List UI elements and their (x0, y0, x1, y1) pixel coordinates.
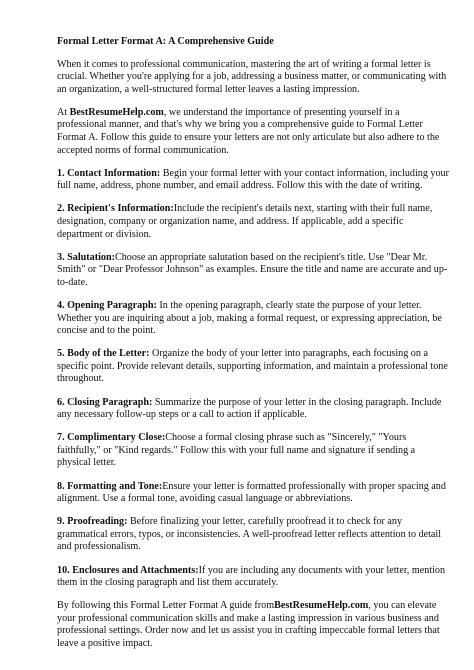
section-heading: 3. Salutation: (57, 251, 115, 263)
section-heading: 10. Enclosures and Attachments: (57, 564, 199, 576)
section-body: Include the recipient's details next, starting with their full name, designation, company or organization name, and address. If applicable, add a specific department or division. (57, 203, 433, 240)
about-paragraph (57, 107, 449, 157)
conclusion-paragraph (57, 600, 449, 650)
section-recipient-information (57, 203, 449, 241)
section-body: In the opening paragraph, clearly state the purpose of your letter. Whether you are inquiring about a job, making a formal request, or expressing appreciation, be concise and to the point. (57, 300, 442, 337)
section-heading: 1. Contact Information: (57, 167, 161, 179)
about-text: , we understand the importance of presenting yourself in a professional manner, and that's why we bring you a comprehensive guide to Formal Letter Format A. Follow this guide to ensure your letters are not only articulate but also adhere to the accepted norms of formal communication. (57, 106, 440, 156)
brand-name: BestResumeHelp.com (69, 106, 164, 118)
section-body: Begin your formal letter with your contact information, including your full name, address, phone number, and email address. Follow this with the date of writing. (57, 167, 449, 192)
section-heading: 8. Formatting and Tone: (57, 480, 163, 492)
about-prefix: At (57, 106, 70, 118)
section-heading: 9. Proofreading: (57, 516, 128, 528)
section-body: Choose a formal closing phrase such as "Sincerely," "Yours faithfully," or "Kind regards." Follow this with your full name and signature if sending a physical letter. (57, 432, 416, 469)
section-body-of-letter (57, 348, 449, 386)
section-body: Choose an appropriate salutation based on the recipient's title. Use "Dear Mr. Smith" or "Dear Professor Johnson" as examples. Ensure the title and name are accurate and up-to-date. (57, 251, 448, 288)
conclusion-text: , you can elevate your professional communication skills and make a lasting impression in various business and professional settings. Order now and let us assist you in crafting impeccable formal letters that leave a positive impact. (57, 600, 440, 649)
section-opening-paragraph (57, 300, 449, 338)
section-contact-information (57, 168, 449, 193)
section-complimentary-close (57, 432, 449, 470)
section-heading: 5. Body of the Letter: (57, 348, 150, 360)
section-heading: 2. Recipient's Information: (57, 203, 174, 215)
section-proofreading (57, 516, 449, 554)
section-formatting-and-tone (57, 481, 449, 506)
section-body: If you are including any documents with your letter, mention them in the closing paragraph and list them accurately. (57, 564, 446, 589)
section-body: Summarize the purpose of your letter in the closing paragraph. Include any necessary follow-up steps or a call to action if applicable. (57, 396, 442, 421)
section-heading: 4. Opening Paragraph: (57, 300, 157, 311)
section-heading: 7. Complimentary Close: (57, 432, 166, 444)
conclusion-prefix: By following this Formal Letter Format A guide from (57, 600, 275, 612)
section-heading: 6. Closing Paragraph: (57, 396, 153, 408)
section-enclosures-and-attachments (57, 565, 449, 590)
section-body: Before finalizing your letter, carefully proofread it to check for any grammatical errors, typos, or inconsistencies. A well-proofread letter reflects attention to detail and professionalism. (57, 516, 442, 553)
section-closing-paragraph (57, 397, 449, 422)
section-body: Ensure your letter is formatted professionally with proper spacing and alignment. Use a formal tone, avoiding casual language or abbreviations. (57, 480, 446, 505)
section-salutation (57, 252, 449, 290)
brand-name: BestResumeHelp.com (274, 600, 369, 612)
document-title: Formal Letter Format A: A Comprehensive Guide (57, 36, 274, 47)
section-body: Organize the body of your letter into paragraphs, each focusing on a specific point. Provide relevant details, supporting information, and maintain a professional tone throughout. (57, 348, 448, 385)
intro-paragraph: When it comes to professional communication, mastering the art of writing a formal letter is crucial. Whether you're applying for a job, addressing a business matter, or communicating with an organization, a well-structured formal letter leaves a lasting impression. (57, 58, 447, 95)
document-page (57, 36, 449, 661)
